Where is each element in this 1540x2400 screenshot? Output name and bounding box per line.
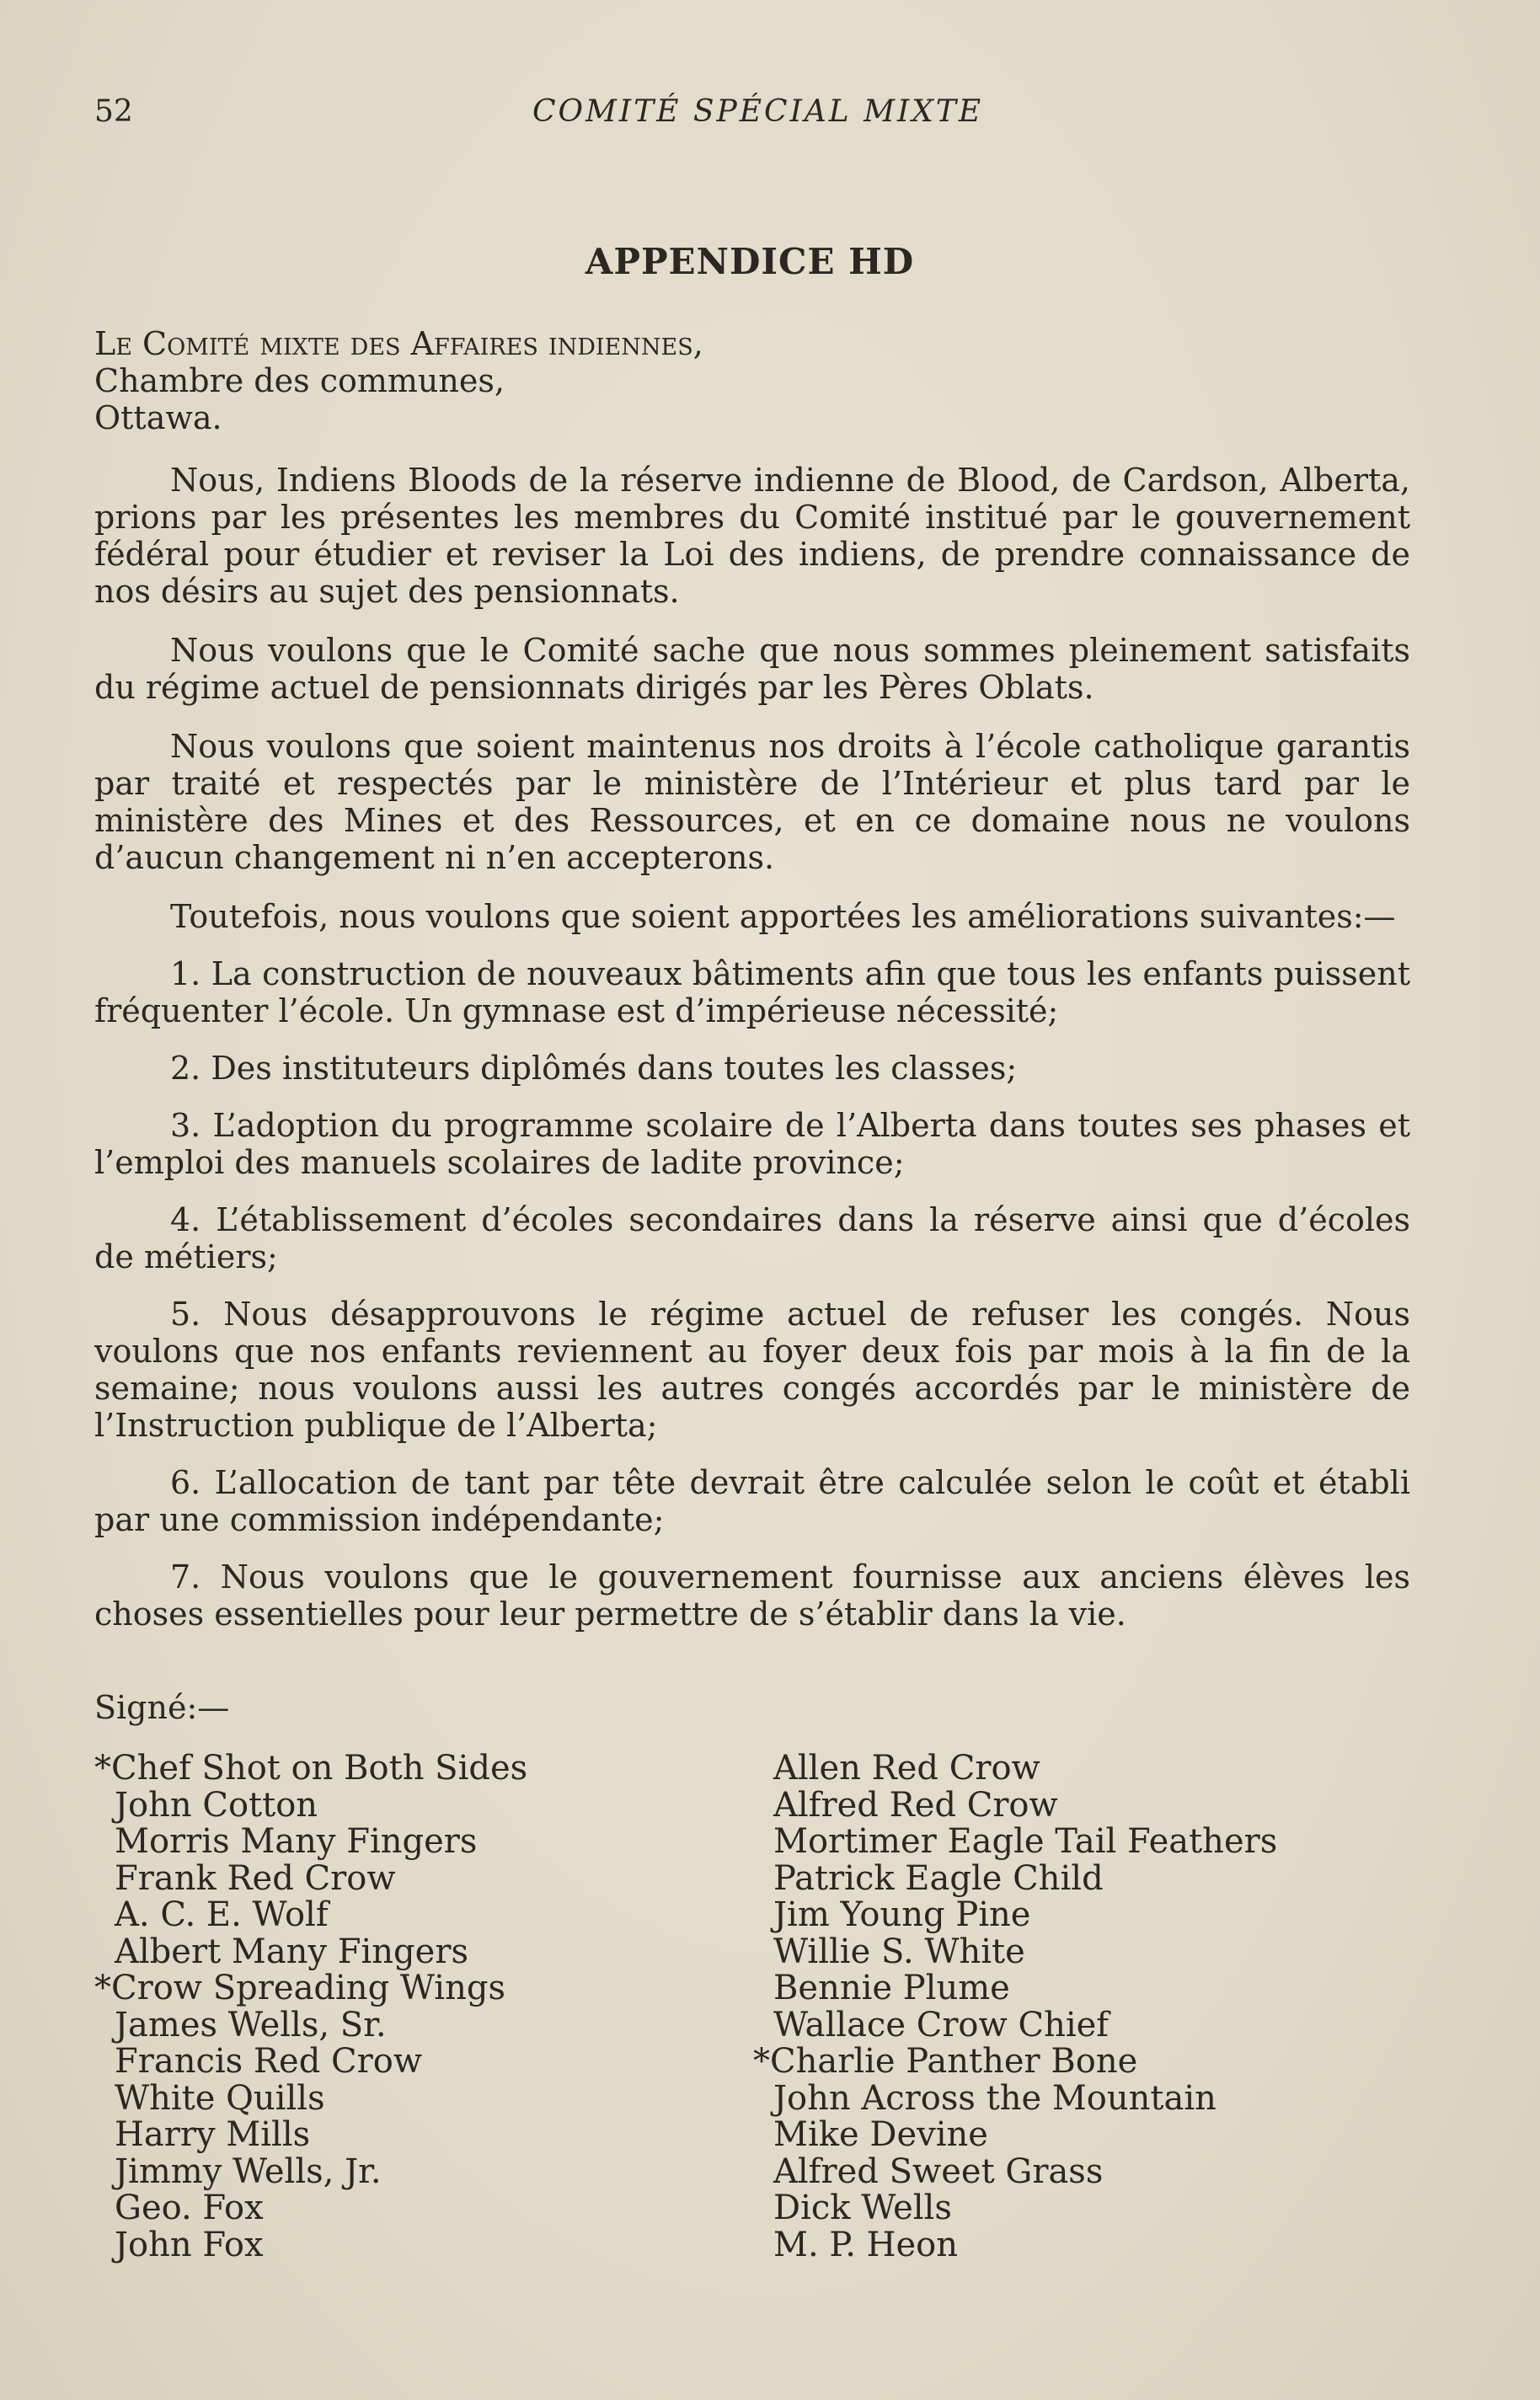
list-item: 5. Nous désapprouvons le régime actuel de refuser les congés. Nous voulons que nos enfants reviennent au foyer deux fois par mois à la fin de la semaine; nous voulons aussi les autres congés accordés par le ministère de l’Instruction publique de l’Alberta; — [94, 1296, 1410, 1444]
address-line-committee: Le Comité mixte des Affaires indiennes, — [94, 325, 703, 362]
signatory-name: John Fox — [115, 2225, 264, 2264]
list-item: 2. Des instituteurs diplômés dans toutes les classes; — [170, 1050, 1018, 1087]
signatory-name: Bennie Plume — [773, 1969, 1010, 2007]
signatory-name: Mike Devine — [773, 2115, 988, 2154]
signatory-name: A. C. E. Wolf — [115, 1895, 329, 1934]
page-number: 52 — [94, 94, 133, 129]
paragraph: Nous, Indiens Bloods de la réserve indienne de Blood, de Cardson, Alberta, prions par les présentes les membres du Comité institué par le gouvernement fédéral pour étudier et reviser la Loi des indiens, de prendre connaissance de nos désirs au sujet des pensionnats. — [94, 462, 1410, 610]
list-item: 1. La construction de nouveaux bâtiments afin que tous les enfants puissent fréquenter l’école. Un gymnase est d’impérieuse nécessité; — [94, 955, 1410, 1029]
address-line-house: Chambre des communes, — [94, 362, 505, 399]
signatories-right-column — [753, 1751, 1277, 2264]
running-title: COMITÉ SPÉCIAL MIXTE — [532, 94, 984, 129]
signatory-name: Albert Many Fingers — [115, 1932, 468, 1971]
signatory-name: Jimmy Wells, Jr. — [115, 2151, 382, 2191]
list-item: 3. L’adoption du programme scolaire de l’Alberta dans toutes ses phases et l’emploi des manuels scolaires de ladite province; — [94, 1107, 1410, 1181]
signatory-name: Frank Red Crow — [115, 1858, 396, 1898]
running-header — [94, 94, 1409, 136]
signatory-name: Morris Many Fingers — [115, 1822, 478, 1861]
signatory-name: *Chef Shot on Both Sides — [94, 1749, 528, 1788]
signatory-name: Alfred Red Crow — [773, 1785, 1058, 1825]
signatory-name: Dick Wells — [773, 2189, 952, 2227]
signatory-name: James Wells, Sr. — [115, 2005, 387, 2045]
signatory-name: Allen Red Crow — [773, 1749, 1040, 1788]
signatory-name: Geo. Fox — [115, 2189, 264, 2227]
signatory-name: Francis Red Crow — [115, 2042, 423, 2081]
appendix-title: APPENDICE HD — [585, 241, 915, 282]
list-item: 7. Nous voulons que le gouvernement fournisse aux anciens élèves les choses essentielles pour leur permettre de s’établir dans la vie. — [94, 1558, 1410, 1633]
list-item: 4. L’établissement d’écoles secondaires dans la réserve ainsi que d’écoles de métiers; — [94, 1201, 1410, 1275]
paragraph: Toutefois, nous voulons que soient apportées les améliorations suivantes:— — [170, 898, 1396, 935]
signatory-name: John Cotton — [115, 1785, 318, 1825]
signatory-name: John Across the Mountain — [773, 2078, 1216, 2118]
paragraph: Nous voulons que soient maintenus nos droits à l’école catholique garantis par traité et respectés par le ministère de l’Intérieur et plus tard par le ministère des Mines et des Ressources, et en ce domaine nous ne voulons d’aucun changement ni n’en accepterons. — [94, 728, 1410, 876]
signatory-name: *Crow Spreading Wings — [94, 1969, 505, 2007]
signatory-name: Harry Mills — [115, 2115, 311, 2154]
address-block — [94, 325, 703, 436]
signatory-name: Mortimer Eagle Tail Feathers — [773, 1822, 1278, 1861]
signatory-name: M. P. Heon — [773, 2225, 959, 2264]
petition-body — [94, 462, 1410, 1653]
signatory-name: Willie S. White — [773, 1932, 1025, 1971]
signatory-name: *Charlie Panther Bone — [753, 2042, 1138, 2081]
paragraph: Nous voulons que le Comité sache que nous sommes pleinement satisfaits du régime actuel de pensionnats dirigés par les Pères Oblats. — [94, 632, 1410, 706]
signatory-name: White Quills — [115, 2078, 325, 2118]
signatory-name: Alfred Sweet Grass — [773, 2151, 1104, 2191]
list-item: 6. L’allocation de tant par tête devrait être calculée selon le coût et établi par une commission indépendante; — [94, 1464, 1410, 1538]
signatory-name: Jim Young Pine — [773, 1895, 1031, 1934]
address-line-city: Ottawa. — [94, 399, 222, 436]
signatory-name: Wallace Crow Chief — [773, 2005, 1110, 2045]
signatory-name: Patrick Eagle Child — [773, 1858, 1104, 1898]
signed-label: Signé:— — [94, 1689, 230, 1726]
signatories-left-column — [94, 1751, 527, 2264]
